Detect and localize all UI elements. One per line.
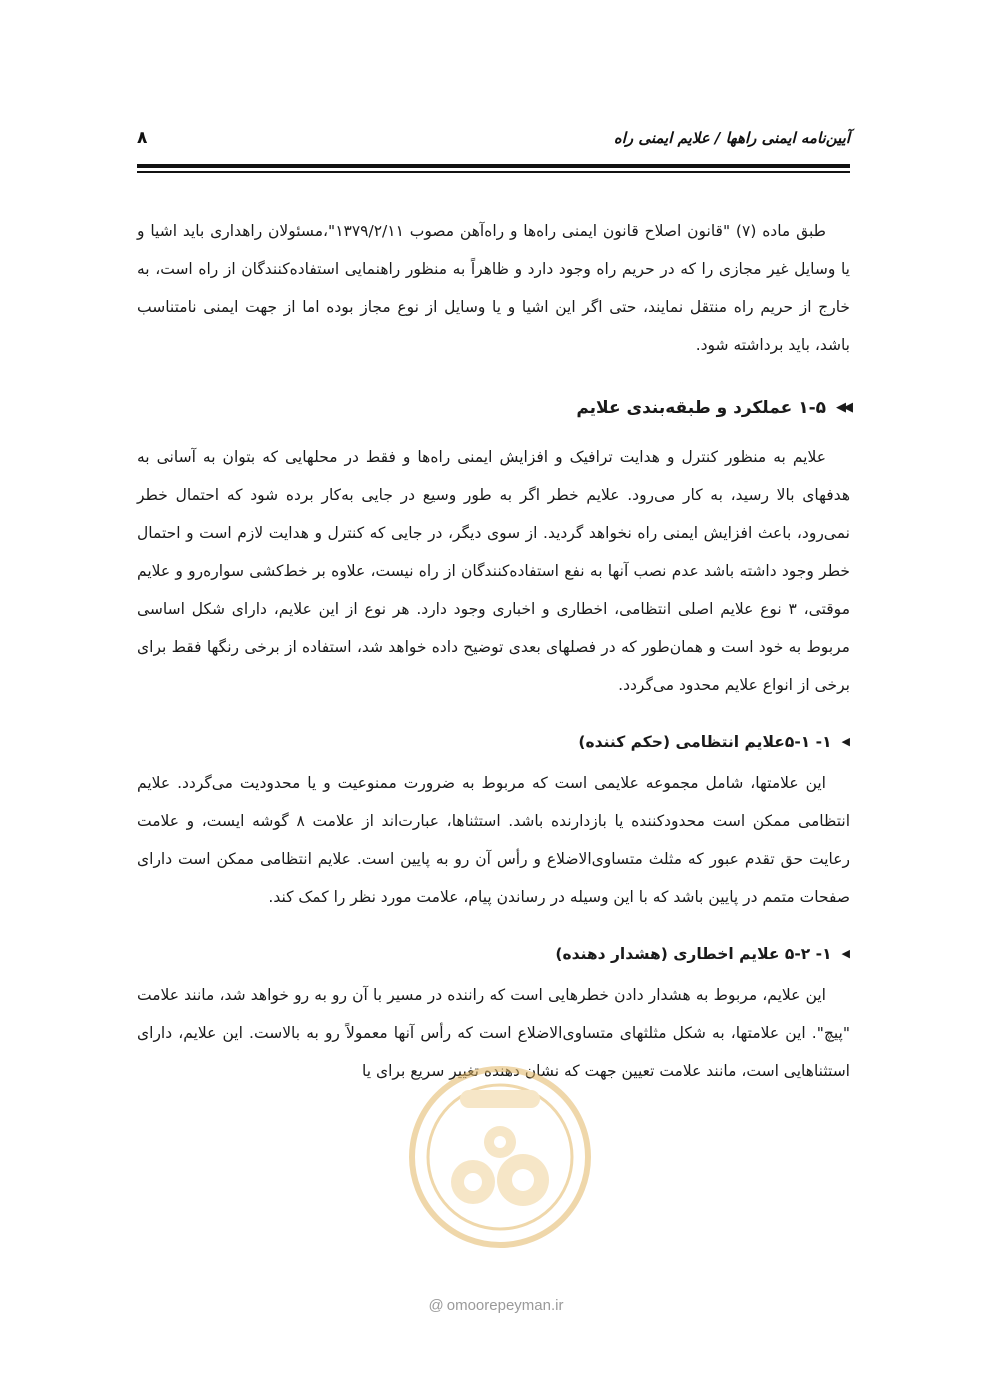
header-rule-thin: [137, 171, 850, 173]
page-content: [137, 212, 850, 1090]
intro-paragraph: طبق ماده (۷) "قانون اصلاح قانون ایمنی راه‌ها و راه‌آهن مصوب ۱۳۷۹/۲/۱۱"،مسئولان راهداری باید اشیا و یا وسایل غیر مجازی را که در حریم راه وجود دارد و ظاهراً به منظور راهنمایی استفاده‌کنندگان از راه است، به خارج از حریم راه منتقل نمایند، حتی اگر این اشیا و یا وسایل از نوع مجاز بوده اما از جهت ایمنی نامتناسب باشد، باید برداشته شود.: [137, 222, 850, 354]
section-heading-2: [137, 724, 850, 760]
arrow-icon: ◀: [841, 735, 850, 748]
section-heading-1-text: ۱-۵ عملکرد و طبقه‌بندی علایم: [576, 398, 826, 418]
section-heading-3-text: ۱- ۵-۲ علایم اخطاری (هشدار دهنده): [555, 945, 832, 963]
header-rule-thick: [137, 164, 850, 168]
section-heading-3: [137, 936, 850, 972]
section-heading-2-text: ۱- ۵-۱علایم انتظامی (حکم کننده): [578, 733, 832, 751]
watermark-site: [0, 1297, 992, 1314]
arrow-icon: ◀: [841, 947, 850, 960]
section-1-paragraph: علایم به منظور کنترل و هدایت ترافیک و افزایش ایمنی راه‌ها و فقط در محلهایی که بتوان به آسانی به هدفهای بالا رسید، به کار می‌رود. علایم خطر اگر به طور وسیع در جایی به‌کار برده شود که احتمال خطر نمی‌رود، باعث افزایش ایمنی راه نخواهد گردید. از سوی دیگر، در جایی که کنترل و هدایت لازم است و احتمال خطر وجود داشته باشد عدم نصب آنها به نفع استفاده‌کنندگان از راه نیست، علاوه بر خط‌کشی سواره‌رو و علایم موقتی، ۳ نوع علایم اصلی انتظامی، اخطاری و اخباری وجود دارد. هر نوع از این علایم، دارای شکل اساسی مربوط به خود است و همان‌طور که در فصلهای بعدی توضیح داده خواهد شد، استفاده از برخی رنگها فقط برای برخی از انواع علایم محدود می‌گردد.: [137, 448, 850, 694]
section-2-paragraph: این علامتها، شامل مجموعه علایمی است که مربوط به ضرورت ممنوعیت و یا محدودیت می‌گردد. علایم انتظامی ممکن است محدودکننده یا بازدارنده باشد. استثناها، عبارت‌اند از علامت ۸ گوشه ایست، و علامت رعایت حق تقدم عبور که مثلث متساوی‌الاضلاع و رأس آن رو به پایین است. علایم انتظامی ممکن است دارای صفحات متمم در پایین باشد که با این وسیله در رساندن پیام، علامت مورد نظر را کمک کند.: [137, 774, 850, 906]
at-sign-icon: @: [428, 1297, 444, 1314]
running-header: [137, 118, 850, 158]
double-arrow-icon: ◀◀: [836, 400, 850, 415]
section-heading-1: [137, 388, 850, 428]
watermark-site-text: omoorepeyman.ir: [446, 1297, 564, 1314]
section-3-paragraph: این علایم، مربوط به هشدار دادن خطرهایی است که راننده در مسیر با آن رو به رو خواهد شد، مانند علامت "پیچ". این علامتها، به شکل مثلثهای متساوی‌الاضلاع است که رأس آنها معمولاً رو به بالاست. این علایم، دارای استثناهایی است، مانند علامت تعیین جهت که نشان دهنده تغییر سریع برای یا: [137, 986, 850, 1080]
watermark-seal-icon: [405, 1062, 595, 1252]
page-number: ۸: [137, 128, 148, 148]
header-title: آیین‌نامه ایمنی راهها / علایم ایمنی راه: [613, 129, 850, 147]
